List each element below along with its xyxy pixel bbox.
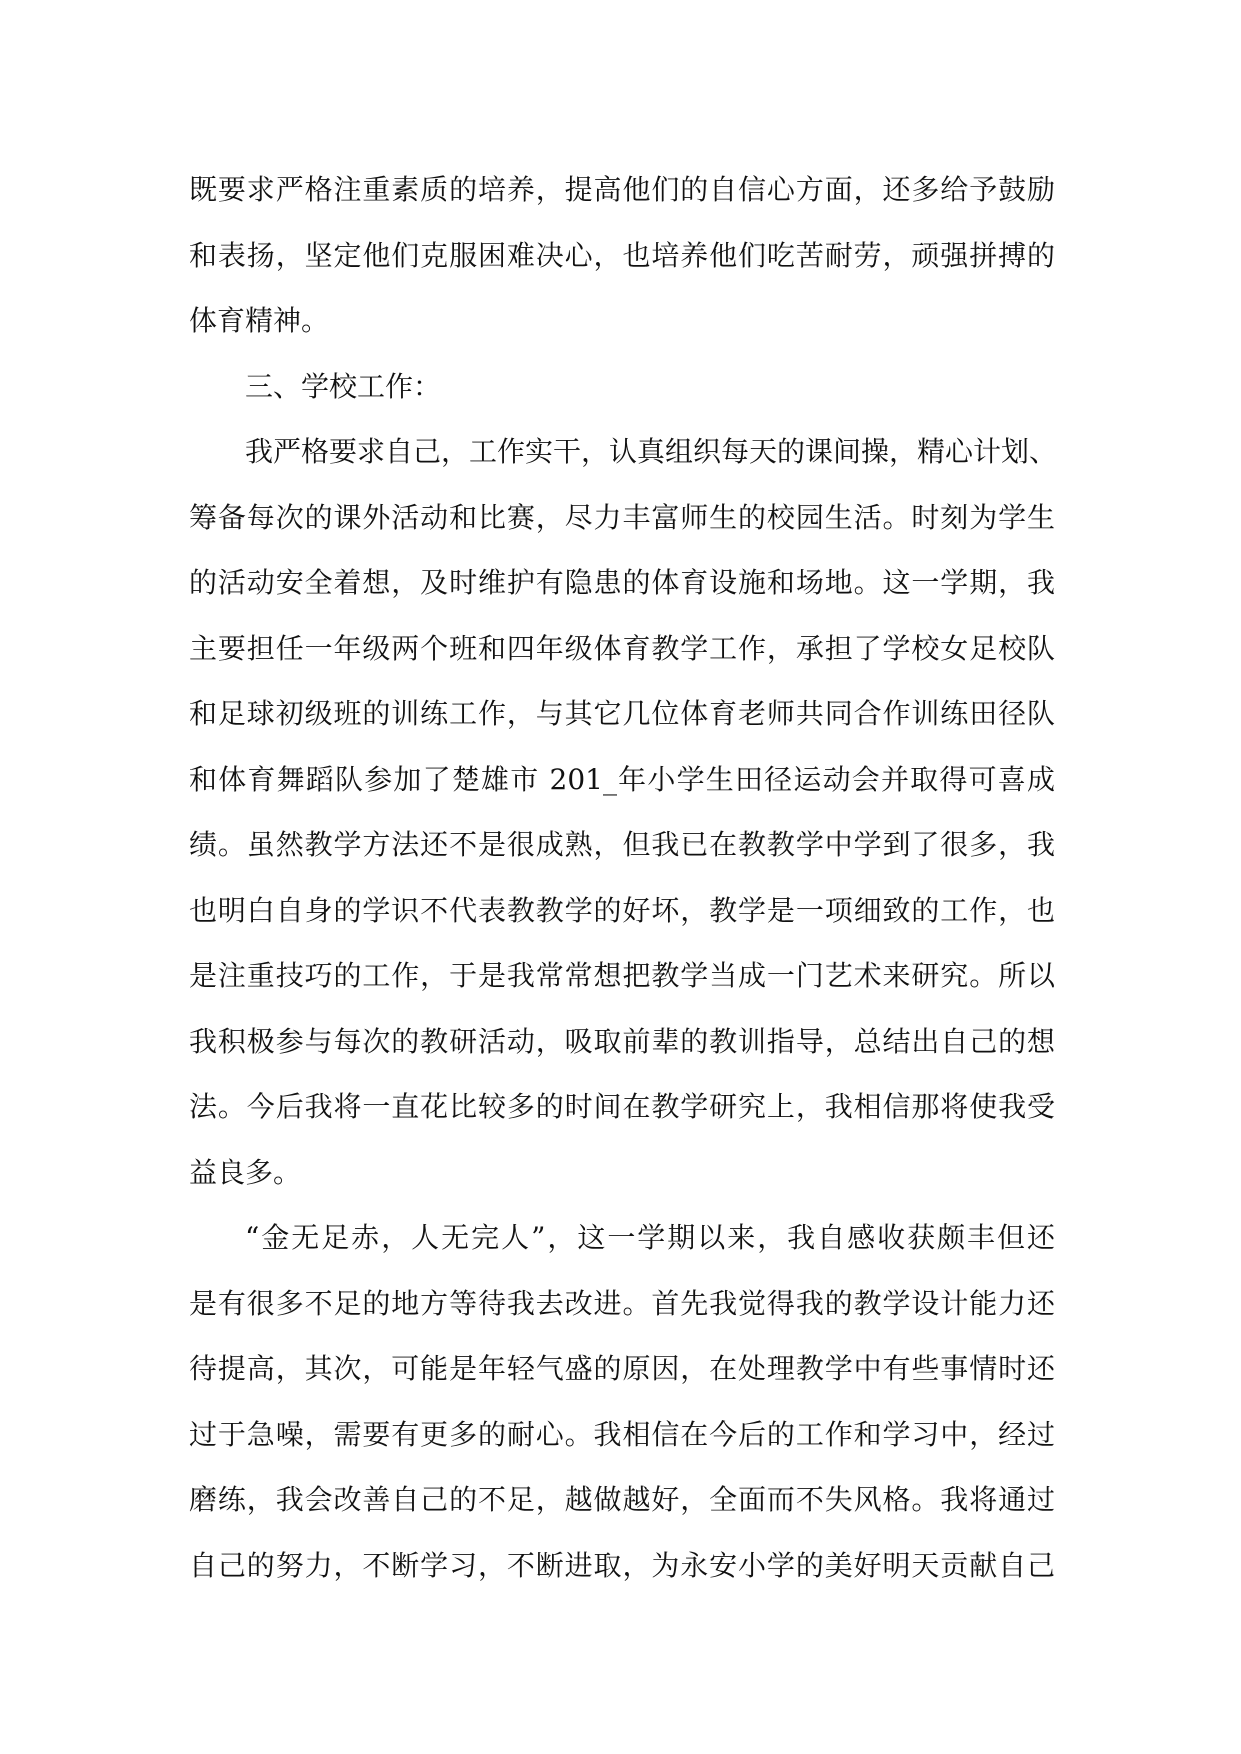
- text-line: 也明白自身的学识不代表教教学的好坏，教学是一项细致的工作，也: [189, 893, 1055, 927]
- text-line: 主要担任一年级两个班和四年级体育教学工作，承担了学校女足校队: [189, 631, 1055, 665]
- text-line: 筹备每次的课外活动和比赛，尽力丰富师生的校园生活。时刻为学生: [189, 500, 1055, 534]
- body-text: [189, 157, 1058, 1598]
- text-line: 是有很多不足的地方等待我去改进。首先我觉得我的教学设计能力还: [189, 1286, 1055, 1320]
- text-line: 和足球初级班的训练工作，与其它几位体育老师共同合作训练田径队: [189, 697, 1055, 730]
- text-line: 既要求严格注重素质的培养，提高他们的自信心方面，还多给予鼓励: [189, 173, 1055, 206]
- text-line: 法。今后我将一直花比较多的时间在教学研究上，我相信那将使我受: [189, 1090, 1055, 1123]
- text-line: 绩。虽然教学方法还不是很成熟，但我已在教教学中学到了很多，我: [189, 828, 1055, 861]
- text-line: 和体育舞蹈队参加了楚雄市 201_年小学生田径运动会并取得可喜成: [189, 762, 1055, 796]
- text-line: 我严格要求自己，工作实干，认真组织每天的课间操，精心计划、: [245, 435, 1058, 468]
- text-line: 过于急噪，需要有更多的耐心。我相信在今后的工作和学习中，经过: [189, 1417, 1055, 1451]
- text-line: “金无足赤，人无完人”，这一学期以来，我自感收获颇丰但还: [245, 1221, 1055, 1254]
- text-line: 我积极参与每次的教研活动，吸取前辈的教训指导，总结出自己的想: [189, 1024, 1055, 1058]
- text-line: 益良多。: [189, 1155, 302, 1189]
- text-line: 和表扬，坚定他们克服困难决心，也培养他们吃苦耐劳，顽强拼搏的: [189, 238, 1055, 272]
- text-line: 是注重技巧的工作，于是我常常想把教学当成一门艺术来研究。所以: [189, 959, 1055, 992]
- text-line: 的活动安全着想，及时维护有隐患的体育设施和场地。这一学期，我: [189, 566, 1055, 599]
- text-line: 体育精神。: [189, 304, 330, 337]
- text-line: 磨练，我会改善自己的不足，越做越好，全面而不失风格。我将通过: [189, 1483, 1055, 1516]
- text-line: 自己的努力，不断学习，不断进取，为永安小学的美好明天贡献自己: [189, 1548, 1055, 1582]
- text-line: 三、学校工作：: [245, 369, 442, 403]
- text-line: 待提高，其次，可能是年轻气盛的原因，在处理教学中有些事情时还: [189, 1352, 1055, 1385]
